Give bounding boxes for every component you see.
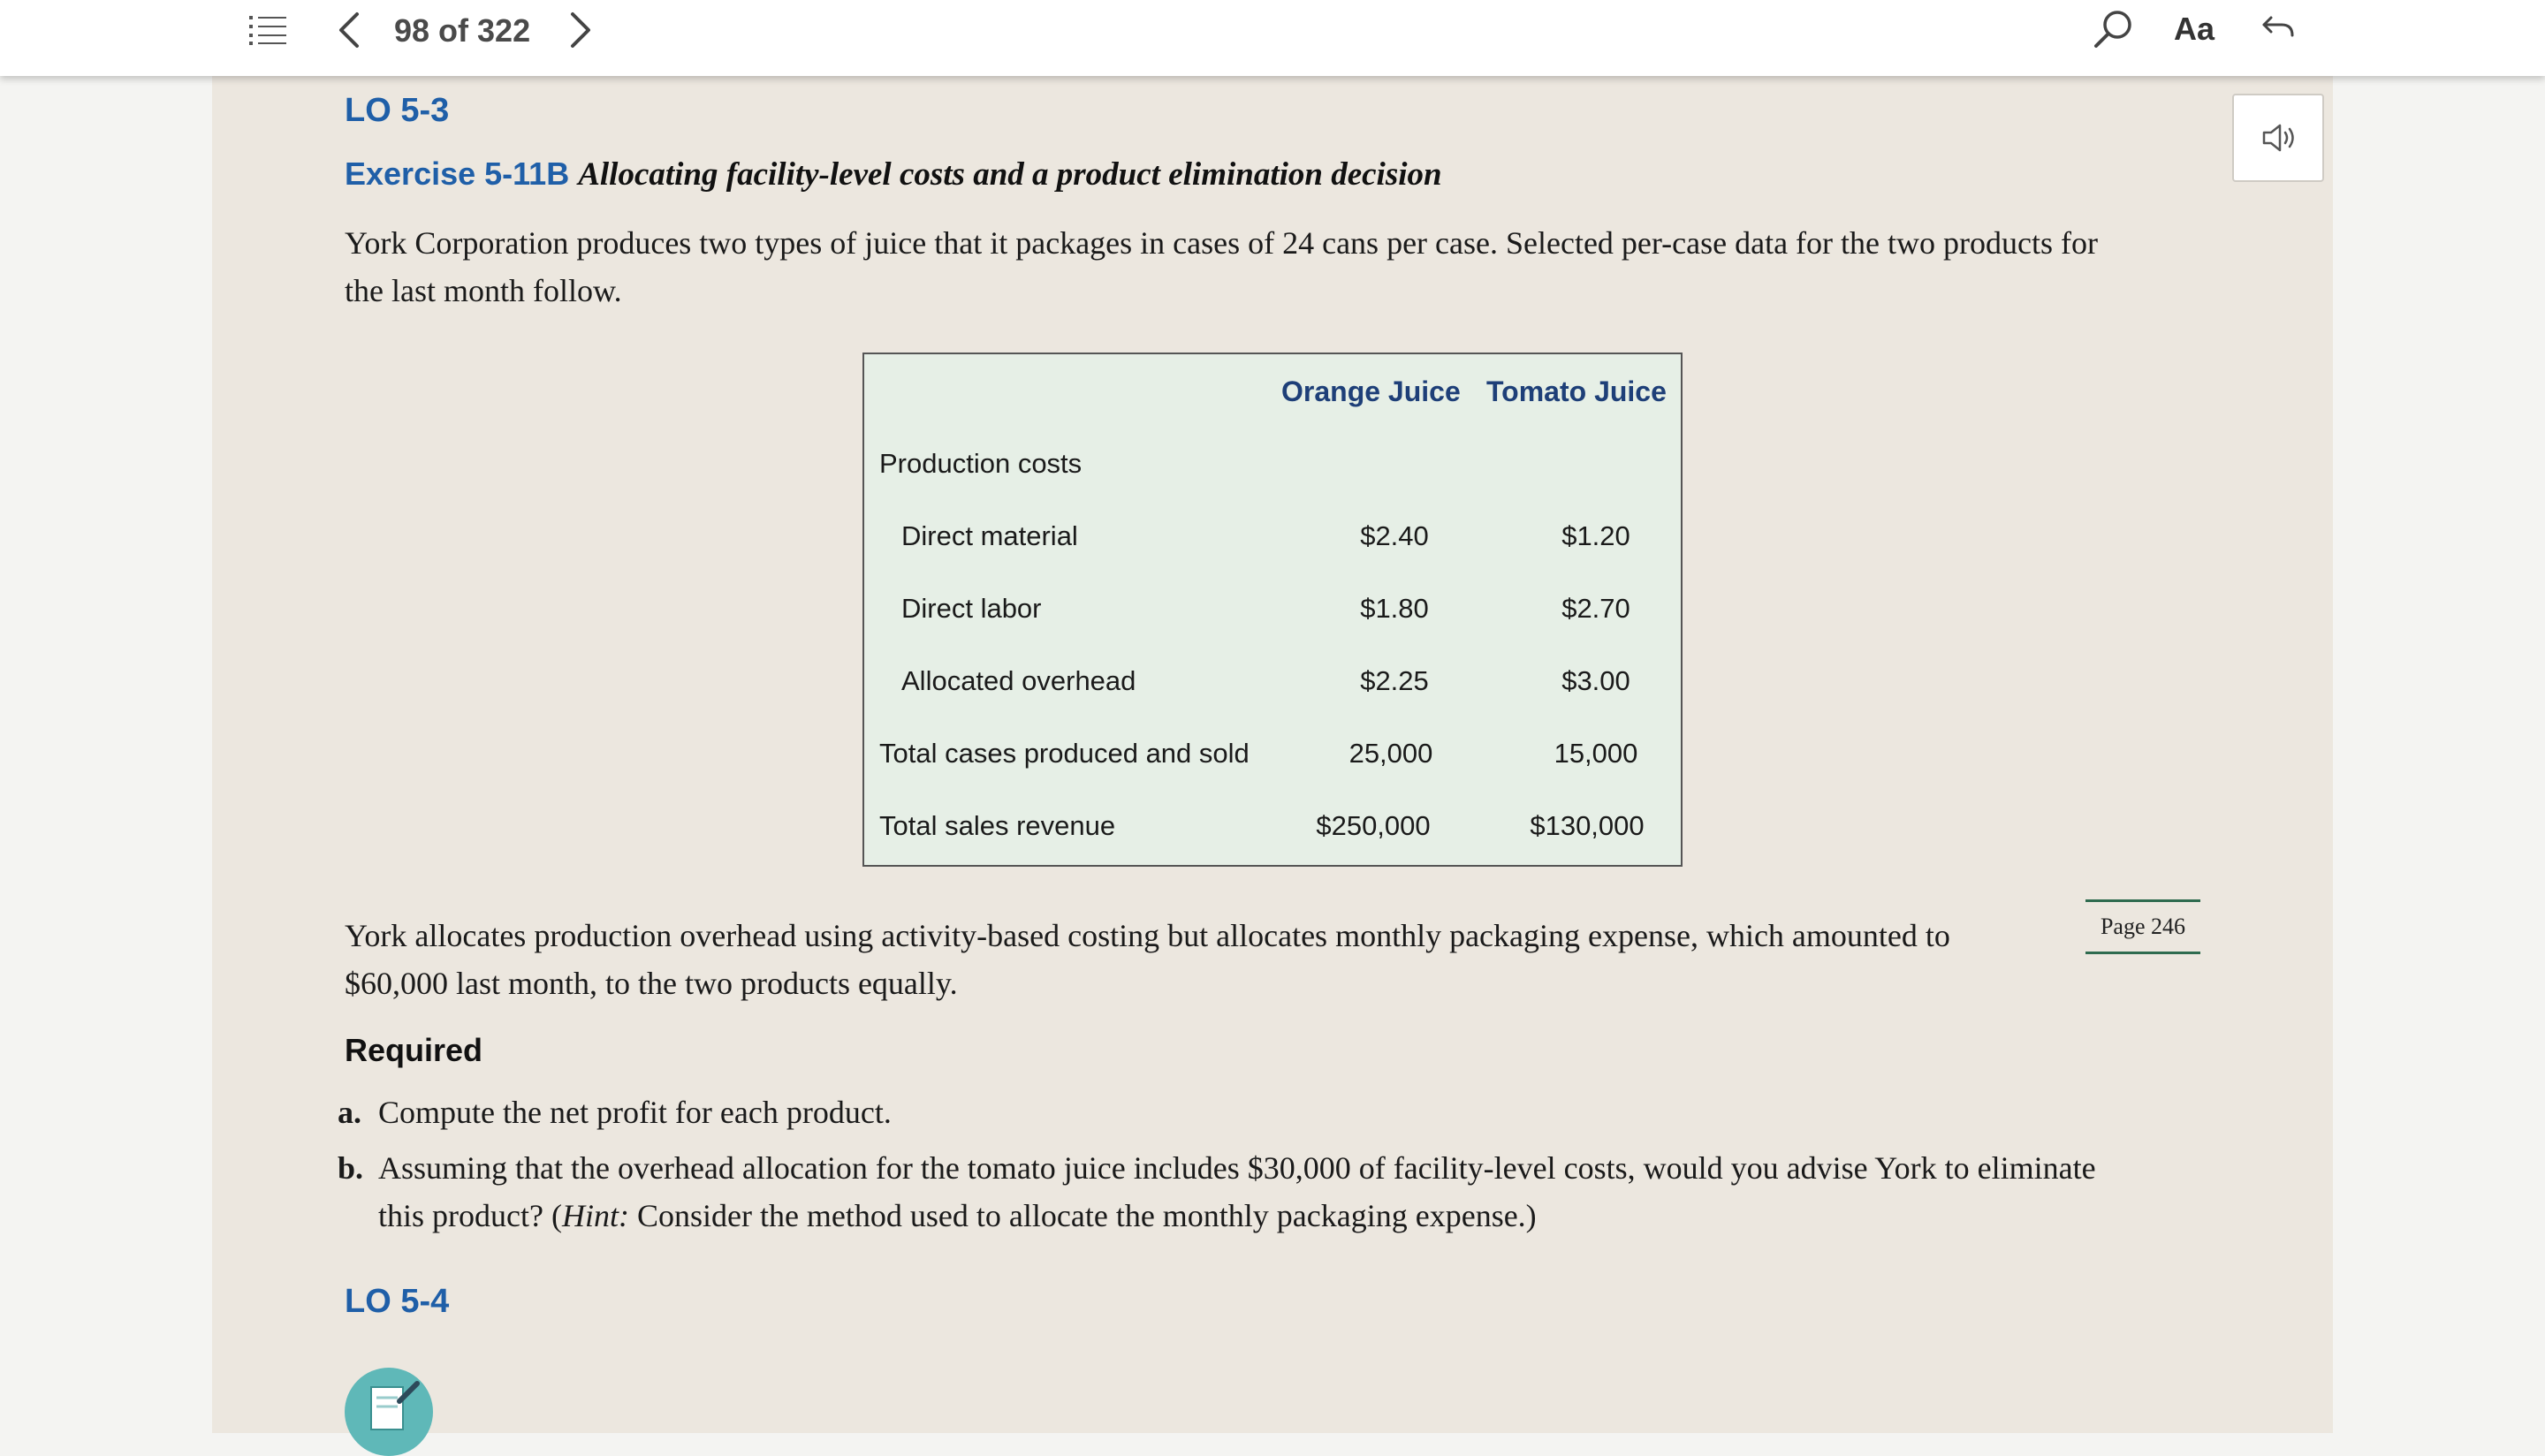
chevron-right-icon[interactable]	[567, 11, 594, 49]
row-group-label: Production costs	[879, 448, 1083, 479]
requirement-line	[378, 1192, 2199, 1240]
cell-value: $1.80	[1360, 593, 1429, 624]
cell-value: $2.40	[1360, 520, 1429, 551]
column-header-tomato-juice: Tomato Juice	[1486, 375, 1667, 407]
speaker-icon	[2260, 120, 2299, 155]
read-aloud-button[interactable]	[2232, 94, 2324, 182]
cell-value: 25,000	[1348, 738, 1433, 769]
chevron-left-icon[interactable]	[336, 11, 362, 49]
intro-line: York Corporation produces two types of juice that it packages in cases of 24 cans per case. Selected per-case data for the two products for	[345, 225, 2098, 261]
cell-value: $250,000	[1316, 810, 1431, 841]
column-header-orange-juice: Orange Juice	[1281, 375, 1461, 407]
row-label: Total cases produced and sold	[879, 738, 1250, 769]
row-label: Allocated overhead	[901, 665, 1136, 696]
requirement-letter: a.	[338, 1095, 361, 1130]
text-run: this product? (	[378, 1198, 562, 1233]
exercise-heading	[345, 155, 1442, 193]
page-counter: 98 of 322	[394, 12, 531, 49]
cell-value: $130,000	[1530, 810, 1645, 841]
writing-exercise-icon	[345, 1368, 433, 1456]
requirement-letter: b.	[338, 1150, 364, 1186]
reader-toolbar	[0, 0, 2545, 76]
row-label: Direct labor	[901, 593, 1042, 624]
page-number-marker: Page 246	[2085, 899, 2200, 954]
requirement-b	[338, 1144, 2202, 1240]
cell-value: $1.20	[1561, 520, 1630, 551]
search-icon[interactable]	[2093, 9, 2133, 49]
intro-paragraph	[345, 219, 2183, 315]
requirement-line: Assuming that the overhead allocation for the tomato juice includes $30,000 of facility-level costs, would you advise York to eliminate	[378, 1150, 2096, 1186]
cell-value: $2.25	[1360, 665, 1429, 696]
row-label: Direct material	[901, 520, 1078, 551]
text-size-button[interactable]: Aa	[2174, 11, 2215, 47]
exercise-title: Allocating facility-level costs and a product elimination decision	[578, 156, 1442, 193]
hint-label: Hint:	[561, 1198, 629, 1233]
cell-value: $2.70	[1561, 593, 1630, 624]
requirement-text	[378, 1144, 2199, 1240]
required-heading: Required	[345, 1032, 483, 1068]
back-arrow-icon[interactable]	[2260, 12, 2296, 44]
text-run: Consider the method used to allocate the monthly packaging expense.)	[628, 1198, 1537, 1233]
learning-objective-label: LO 5-4	[345, 1283, 450, 1320]
requirement-text: Compute the net profit for each product.	[378, 1095, 892, 1130]
exercise-number: Exercise 5-11B	[345, 155, 570, 192]
paragraph-line: $60,000 last month, to the two products equally.	[345, 966, 958, 1001]
paragraph-line: York allocates production overhead using activity-based costing but allocates monthly packaging expense, which amounted to	[345, 918, 1950, 953]
requirement-a	[338, 1088, 2202, 1136]
allocation-paragraph	[345, 912, 2041, 1007]
cell-value: 15,000	[1554, 738, 1638, 769]
product-data-table	[862, 353, 1683, 867]
intro-line: the last month follow.	[345, 273, 622, 308]
list-icon[interactable]	[249, 14, 286, 46]
learning-objective-label: LO 5-3	[345, 92, 450, 129]
row-label: Total sales revenue	[879, 810, 1116, 841]
cell-value: $3.00	[1561, 665, 1630, 696]
